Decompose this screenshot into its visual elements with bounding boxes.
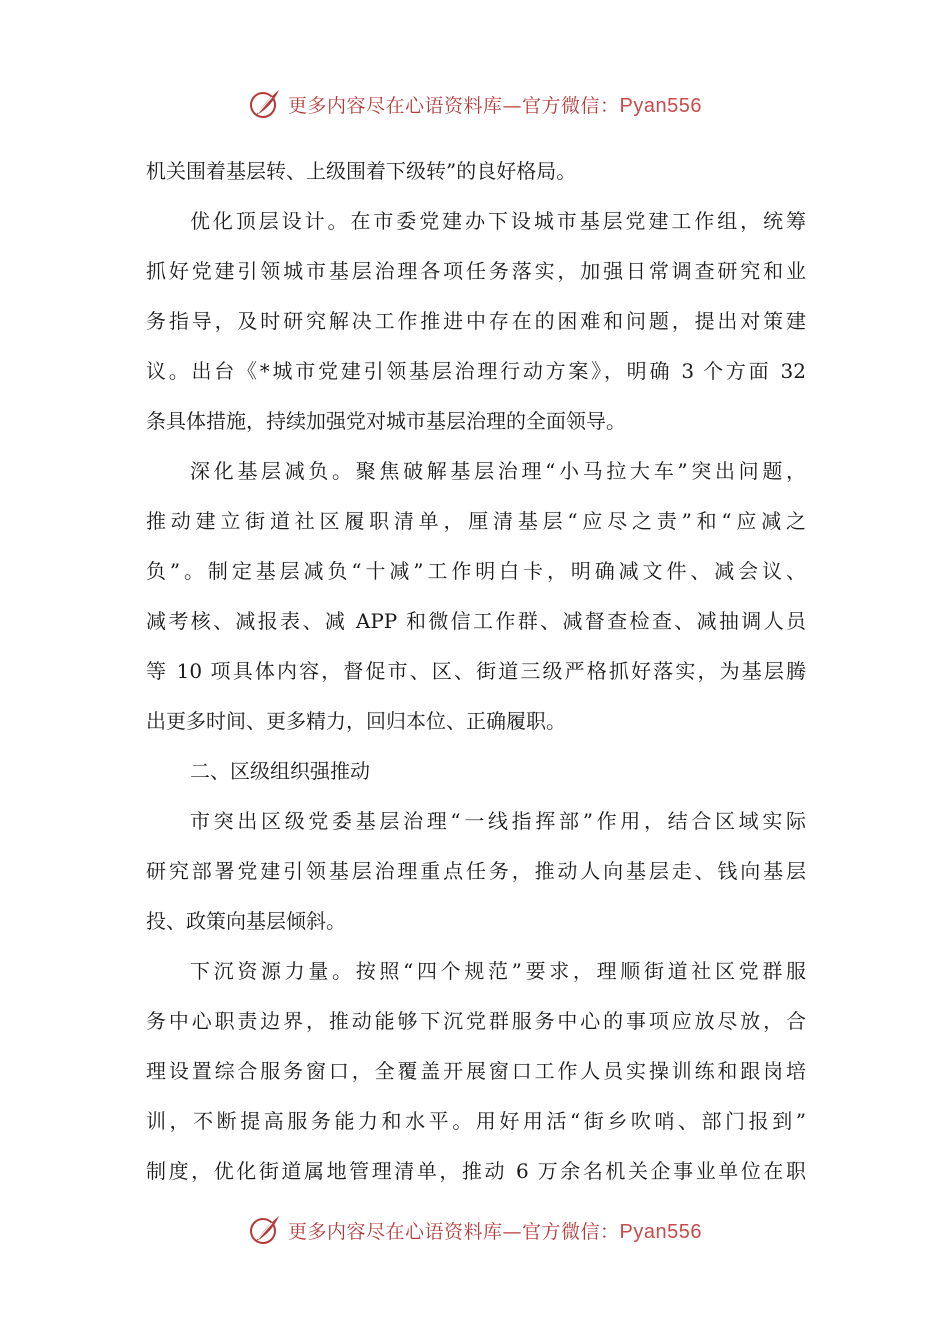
body-line: 市突出区级党委基层治理“一线指挥部”作用，结合区域实际 — [190, 809, 806, 833]
header-banner-contact-id: Pyan556 — [619, 94, 702, 117]
header-banner-text — [288, 91, 702, 118]
body-line: 抓好党建引领城市基层治理各项任务落实，加强日常调查研究和业 — [146, 259, 806, 283]
body-line: 等 10 项具体内容，督促市、区、街道三级严格抓好落实，为基层腾 — [146, 659, 806, 683]
body-line: 推动建立街道社区履职清单，厘清基层“应尽之责”和“应减之 — [146, 509, 806, 533]
body-line: 训，不断提高服务能力和水平。用好用活“街乡吹哨、部门报到” — [146, 1109, 806, 1133]
quill-logo-icon — [248, 87, 282, 121]
header-banner-dash: — — [502, 94, 523, 117]
body-line: 减考核、减报表、减 APP 和微信工作群、减督查检查、减抽调人员 — [146, 609, 806, 633]
body-line: 负”。制定基层减负“十减”工作明白卡，明确减文件、减会议、 — [146, 559, 806, 583]
header-banner-contact-label: 官方微信： — [522, 94, 620, 117]
section-heading: 二、区级组织强推动 — [190, 759, 370, 783]
body-line: 务指导，及时研究解决工作推进中存在的困难和问题，提出对策建 — [146, 309, 806, 333]
footer-banner-contact-label: 官方微信： — [522, 1220, 620, 1243]
body-line: 条具体措施，持续加强党对城市基层治理的全面领导。 — [146, 409, 626, 433]
document-body — [146, 146, 806, 1196]
header-banner — [0, 84, 950, 124]
footer-banner-title: 更多内容尽在心语资料库 — [288, 1220, 503, 1243]
body-line: 优化顶层设计。在市委党建办下设城市基层党建工作组，统筹 — [190, 209, 806, 233]
body-line: 机关围着基层转、上级围着下级转”的良好格局。 — [146, 159, 577, 183]
body-line: 深化基层减负。聚焦破解基层治理“小马拉大车”突出问题， — [190, 459, 806, 483]
body-line: 下沉资源力量。按照“四个规范”要求，理顺街道社区党群服 — [190, 959, 806, 983]
header-banner-title: 更多内容尽在心语资料库 — [288, 94, 503, 117]
footer-banner-dash: — — [502, 1220, 523, 1243]
footer-banner-contact-id: Pyan556 — [619, 1220, 702, 1243]
body-line: 投、政策向基层倾斜。 — [146, 909, 346, 933]
body-line: 制度，优化街道属地管理清单，推动 6 万余名机关企事业单位在职 — [146, 1159, 806, 1183]
footer-banner-text — [288, 1217, 702, 1244]
body-line: 理设置综合服务窗口，全覆盖开展窗口工作人员实操训练和跟岗培 — [146, 1059, 806, 1083]
quill-logo-icon — [248, 1213, 282, 1247]
footer-banner — [0, 1210, 950, 1250]
body-line: 务中心职责边界，推动能够下沉党群服务中心的事项应放尽放，合 — [146, 1009, 806, 1033]
body-line: 出更多时间、更多精力，回归本位、正确履职。 — [146, 709, 566, 733]
body-line: 研究部署党建引领基层治理重点任务，推动人向基层走、钱向基层 — [146, 859, 806, 883]
body-line: 议。出台《*城市党建引领基层治理行动方案》，明确 3 个方面 32 — [146, 359, 806, 383]
